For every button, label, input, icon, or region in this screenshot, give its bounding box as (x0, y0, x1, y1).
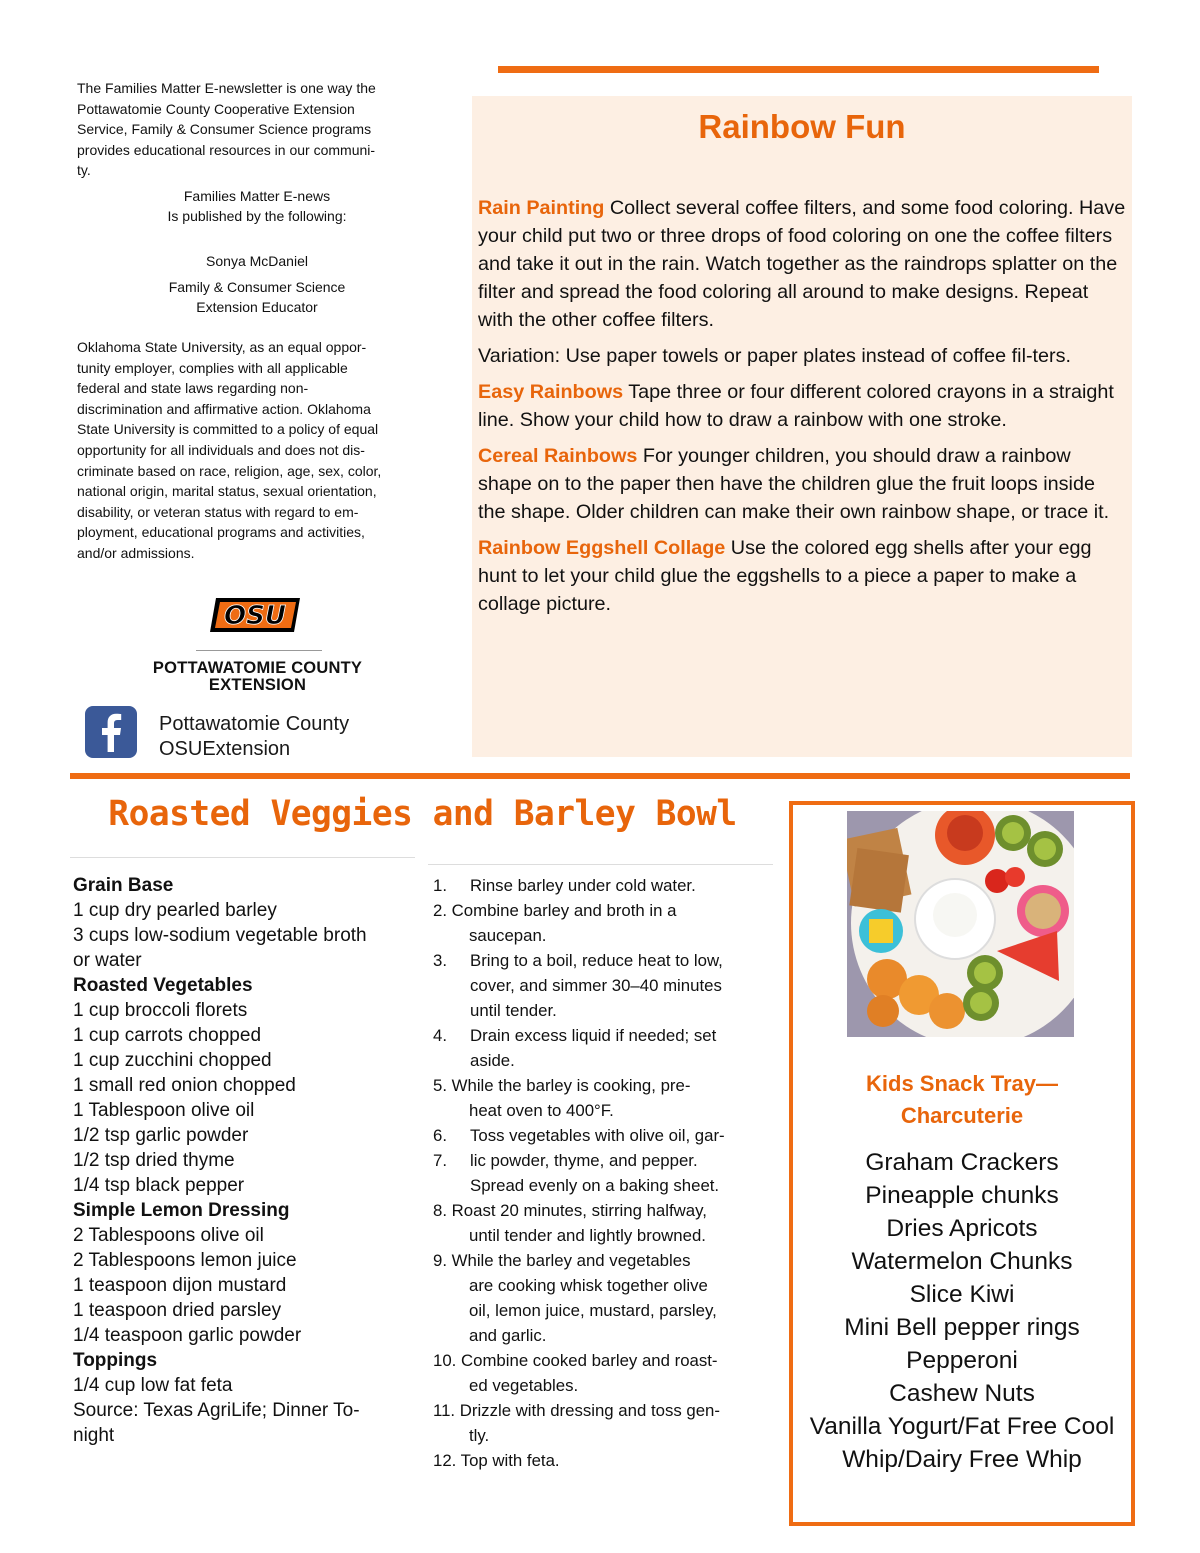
intro-line: Pottawatomie County Cooperative Extension (77, 100, 355, 117)
ingredient-item: 1 Tablespoon olive oil (73, 1100, 255, 1121)
step-text: 5. While the barley is cooking, pre- (433, 1076, 691, 1095)
ingredient-item: 1 teaspoon dried parsley (73, 1300, 282, 1321)
author-name: Sonya McDaniel (206, 253, 308, 269)
step-line (433, 898, 778, 923)
step-text: and garlic. (469, 1326, 547, 1345)
published-line-1: Families Matter E-news (183, 188, 331, 204)
eggshell-collage-label: Rainbow Eggshell Collage (478, 537, 726, 559)
legal-line: disability, or veteran status with regard to em- (77, 503, 359, 520)
county-line-1: POTTAWATOMIE COUNTY (152, 659, 363, 677)
section-divider (70, 773, 1130, 779)
step-text: Toss vegetables with olive oil, gar- (470, 1126, 725, 1145)
step-line (433, 1423, 778, 1448)
ingredient-heading: Toppings (73, 1350, 158, 1371)
legal-line: State University is committed to a policy of equal (77, 421, 379, 438)
role-line-2: Extension Educator (196, 299, 318, 315)
snack-title-line-1: Kids Snack Tray— (866, 1071, 1058, 1096)
ingredient-item: 1 cup carrots chopped (73, 1025, 262, 1046)
step-line (433, 923, 778, 948)
variation-paragraph: Variation: Use paper towels or paper plates instead of coffee fil-ters. (478, 345, 1072, 367)
step-text: cover, and simmer 30–40 minutes (470, 976, 722, 995)
ingredient-item: 1/4 tsp black pepper (73, 1175, 245, 1196)
facebook-page-name[interactable] (159, 712, 349, 762)
step-text: heat oven to 400°F. (469, 1101, 614, 1120)
legal-line: federal and state laws regarding non- (77, 380, 309, 397)
cereal-rainbows-label: Cereal Rainbows (478, 445, 638, 467)
intro-line: Service, Family & Consumer Science programs (77, 121, 372, 137)
eggshell-collage-paragraph (478, 534, 1126, 618)
step-line (433, 1223, 778, 1248)
ingredient-heading: Grain Base (73, 875, 174, 896)
ingredient-item: 3 cups low-sodium vegetable broth (73, 925, 367, 946)
role-line-1: Family & Consumer Science (168, 279, 346, 295)
facebook-icon[interactable] (85, 706, 137, 758)
step-text: until tender. (470, 1001, 557, 1020)
snack-item: Mini Bell pepper rings (844, 1314, 1080, 1341)
step-text: 2. Combine barley and broth in a (433, 901, 677, 920)
legal-line: discrimination and affirmative action. Oklahoma (77, 400, 371, 417)
step-line (433, 1073, 778, 1098)
step-text: tly. (469, 1426, 490, 1445)
top-divider (498, 66, 1099, 73)
ingredients-list (73, 873, 403, 1448)
step-number: 1. (433, 876, 447, 895)
ingredient-item: 1 cup zucchini chopped (73, 1050, 272, 1071)
legal-line: national origin, marital status, sexual orientation, (77, 483, 377, 500)
step-text: 12. Top with feta. (433, 1451, 560, 1470)
county-line-2: EXTENSION (208, 676, 307, 694)
step-line (433, 873, 778, 898)
step-line (433, 1023, 778, 1048)
snack-item: Pepperoni (906, 1347, 1018, 1374)
step-line (433, 1198, 778, 1223)
step-number: 4. (433, 1026, 447, 1045)
snack-tray-title (793, 1068, 1131, 1132)
published-by (77, 186, 437, 226)
step-text: saucepan. (469, 926, 547, 945)
published-line-2: Is published by the following: (167, 208, 347, 224)
cereal-rainbows-paragraph (478, 442, 1126, 526)
step-text: lic powder, thyme, and pepper. (470, 1151, 698, 1170)
cereal-rainbows-text: For younger children, you should draw a rainbow shape on to the paper then have the children glue the fruit loops inside the shape. Older children can make their own rainbow shape, or trace it. (478, 445, 1110, 523)
steps-rule (428, 864, 773, 865)
ingredient-item: 2 Tablespoons lemon juice (73, 1250, 297, 1271)
rain-painting-text: Collect several coffee filters, and some food coloring. Have your child put two or three drops of food coloring on one the coffee filters and take it out in the rain. Watch together as the raindrops splatter on the filter and spread the food coloring all around to make designs. Repeat with the other coffee filters. (478, 197, 1126, 331)
intro-line: The Families Matter E-newsletter is one way the (77, 80, 376, 96)
ingredient-item: 1 teaspoon dijon mustard (73, 1275, 287, 1296)
step-number: 3. (433, 951, 447, 970)
ingredients-rule (70, 857, 415, 858)
ingredient-item: 1/4 teaspoon garlic powder (73, 1325, 302, 1346)
step-text: aside. (470, 1051, 515, 1070)
legal-line: tunity employer, complies with all applicable (77, 359, 348, 376)
step-line (433, 998, 778, 1023)
ingredient-item: Source: Texas AgriLife; Dinner To- (73, 1400, 360, 1421)
step-line (433, 1448, 778, 1473)
easy-rainbows-text: Tape three or four different colored crayons in a straight line. Show your child how to draw a rainbow with one stroke. (478, 381, 1114, 431)
snack-tray-photo (847, 811, 1074, 1037)
step-line (433, 973, 778, 998)
intro-text (77, 78, 427, 181)
ingredient-heading: Simple Lemon Dressing (73, 1200, 290, 1221)
osu-brand-icon (208, 590, 308, 640)
steps-list (433, 873, 778, 1473)
step-line (433, 1173, 778, 1198)
easy-rainbows-paragraph (478, 378, 1126, 434)
snack-item: Slice Kiwi (909, 1281, 1015, 1308)
ingredient-item: 1 small red onion chopped (73, 1075, 296, 1096)
rainbow-fun-title: Rainbow Fun (698, 108, 906, 145)
step-line (433, 1148, 778, 1173)
step-line (433, 1323, 778, 1348)
step-line (433, 1273, 778, 1298)
step-text: ed vegetables. (469, 1376, 579, 1395)
rainbow-fun-body (478, 194, 1126, 626)
author-role (77, 277, 437, 317)
step-text: oil, lemon juice, mustard, parsley, (469, 1301, 717, 1320)
easy-rainbows-label: Easy Rainbows (478, 381, 624, 403)
step-line (433, 1123, 778, 1148)
osu-logo (150, 590, 365, 645)
ingredient-item: night (73, 1425, 115, 1446)
step-text: Bring to a boil, reduce heat to low, (470, 951, 723, 970)
step-text: 8. Roast 20 minutes, stirring halfway, (433, 1201, 707, 1220)
step-line (433, 1398, 778, 1423)
intro-line: provides educational resources in our communi- (77, 141, 376, 158)
facebook-line-2: OSUExtension (159, 738, 291, 760)
step-text: are cooking whisk together olive (469, 1276, 708, 1295)
snack-item: Graham Crackers (865, 1149, 1059, 1176)
step-line (433, 948, 778, 973)
step-line (433, 1348, 778, 1373)
legal-line: ployment, educational programs and activities, (77, 524, 365, 541)
snack-items-list (793, 1146, 1131, 1476)
step-line (433, 1298, 778, 1323)
snack-title-line-2: Charcuterie (900, 1103, 1024, 1128)
step-text: Drain excess liquid if needed; set (470, 1026, 717, 1045)
ingredient-item: 2 Tablespoons olive oil (73, 1225, 264, 1246)
osu-logo-text: OSU (223, 601, 286, 631)
ingredient-heading: Roasted Vegetables (73, 975, 253, 996)
step-text: Spread evenly on a baking sheet. (470, 1176, 720, 1195)
step-line (433, 1248, 778, 1273)
ingredient-item: 1/2 tsp garlic powder (73, 1125, 249, 1146)
legal-line: opportunity for all individuals and does not dis- (77, 441, 365, 458)
step-text: 11. Drizzle with dressing and toss gen- (433, 1401, 720, 1420)
snack-item: Whip/Dairy Free Whip (842, 1446, 1082, 1473)
facebook-line-1: Pottawatomie County (159, 713, 350, 735)
ingredient-item: 1/4 cup low fat feta (73, 1375, 233, 1396)
snack-item: Watermelon Chunks (851, 1248, 1073, 1275)
step-line (433, 1373, 778, 1398)
step-text: 10. Combine cooked barley and roast- (433, 1351, 718, 1370)
rain-painting-paragraph (478, 194, 1126, 334)
equal-opportunity-statement (77, 337, 433, 564)
step-line (433, 1098, 778, 1123)
legal-line: Oklahoma State University, as an equal oppor- (77, 339, 367, 355)
ingredient-item: 1/2 tsp dried thyme (73, 1150, 235, 1171)
rain-painting-label: Rain Painting (478, 197, 605, 219)
county-extension-name (140, 660, 375, 694)
step-line (433, 1048, 778, 1073)
legal-line: and/or admissions. (77, 544, 195, 561)
ingredient-item: 1 cup dry pearled barley (73, 900, 277, 921)
ingredient-item: or water (73, 950, 142, 971)
eggshell-collage-text: Use the colored egg shells after your egg hunt to let your child glue the eggshells to a piece a paper to make a collage picture. (478, 537, 1092, 615)
snack-item: Vanilla Yogurt/Fat Free Cool (809, 1413, 1115, 1440)
step-text: 9. While the barley and vegetables (433, 1251, 691, 1270)
legal-line: criminate based on race, religion, age, sex, color, (77, 462, 382, 479)
recipe-title: Roasted Veggies and Barley Bowl (108, 794, 737, 834)
snack-item: Dries Apricots (886, 1215, 1038, 1242)
ingredient-item: 1 cup broccoli florets (73, 1000, 248, 1021)
step-text: until tender and lightly browned. (469, 1226, 706, 1245)
step-text: Rinse barley under cold water. (470, 876, 696, 895)
logo-divider (196, 650, 322, 651)
snack-item: Pineapple chunks (865, 1182, 1059, 1209)
snack-item: Cashew Nuts (889, 1380, 1035, 1407)
step-number: 6. (433, 1126, 447, 1145)
intro-line: ty. (77, 162, 91, 178)
step-number: 7. (433, 1151, 447, 1170)
